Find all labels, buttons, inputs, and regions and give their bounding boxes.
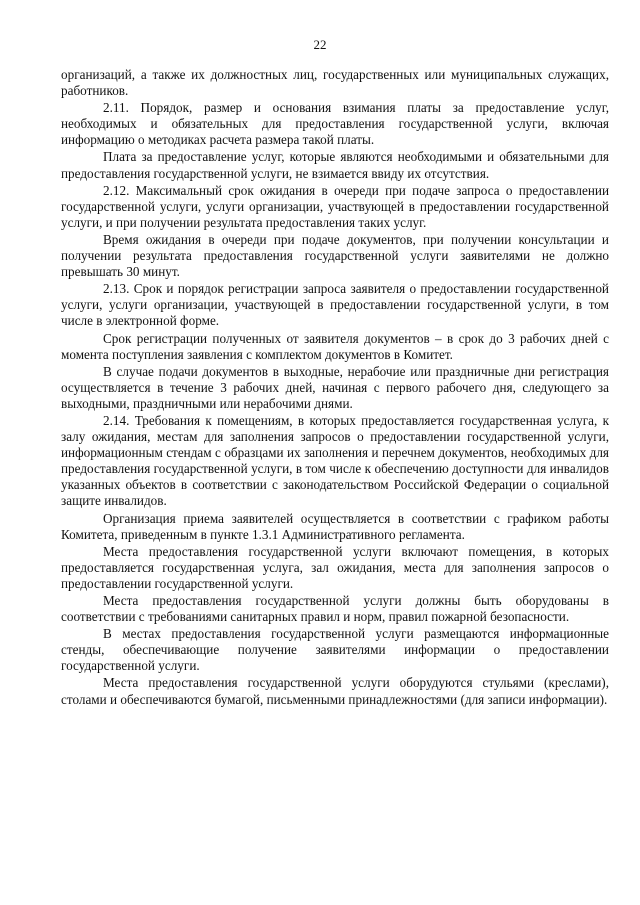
paragraph: Места предоставления государственной услуги включают помещения, в которых предоставляется государственная услуга, зал ожидания, места для заполнения запросов о предоставлении государственной услуги. [61, 543, 609, 591]
paragraph: Срок регистрации полученных от заявителя документов – в срок до 3 рабочих дней с момента поступления заявления с комплектом документов в Комитет. [61, 330, 609, 362]
paragraph: В местах предоставления государственной услуги размещаются информационные стенды, обеспечивающие получение заявителями информации о предоставлении государственной услуги. [61, 626, 609, 674]
paragraph: организаций, а также их должностных лиц, государственных или муниципальных служащих, работников. [61, 67, 609, 99]
paragraph: 2.11. Порядок, размер и основания взимания платы за предоставление услуг, необходимых и обязательных для предоставления государственной услуги, включая информацию о методиках расчета размера такой платы. [61, 100, 609, 148]
paragraph: Места предоставления государственной услуги оборудуются стульями (креслами), столами и обеспечиваются бумагой, письменными принадлежностями (для записи информации). [61, 675, 609, 707]
paragraph: Места предоставления государственной услуги должны быть оборудованы в соответствии с требованиями санитарных правил и норм, правил пожарной безопасности. [61, 593, 609, 625]
paragraph: Время ожидания в очереди при подаче документов, при получении консультации и получении результата предоставления государственной услуги заявителями не должно превышать 30 минут. [61, 231, 609, 280]
document-body [61, 67, 609, 709]
page-number: 22 [313, 37, 327, 52]
paragraph: 2.14. Требования к помещениям, в которых предоставляется государственная услуга, к залу ожидания, местам для заполнения запросов о предоставлении государственной услуги, информационным стендам с образцами их заполнения и перечнем документов, необходимых для предоставления государственной услуги, в том числе к обеспечению доступности для инвалидов указанных объектов в соответствии с законодательством Российской Федерации о социальной защите инвалидов. [61, 412, 609, 509]
paragraph: В случае подачи документов в выходные, нерабочие или праздничные дни регистрация осуществляется в течение 3 рабочих дней, начиная с первого рабочего дня, следующего за выходными, праздничными или нерабочими днями. [61, 363, 609, 411]
paragraph: Организация приема заявителей осуществляется в соответствии с графиком работы Комитета, приведенным в пункте 1.3.1 Административного регламента. [61, 510, 609, 542]
paragraph: 2.13. Срок и порядок регистрации запроса заявителя о предоставлении государственной услуги, услуги организации, участвующей в предоставлении государственной услуги, в том числе в электронной форме. [61, 281, 609, 329]
paragraph: 2.12. Максимальный срок ожидания в очереди при подаче запроса о предоставлении государственной услуги, услуги организации, участвующей в предоставлении государственной услуги, и при получении результата предоставления таких услуг. [61, 182, 609, 230]
paragraph: Плата за предоставление услуг, которые являются необходимыми и обязательными для предоставления государственной услуги, не взимается ввиду их отсутствия. [61, 149, 609, 181]
